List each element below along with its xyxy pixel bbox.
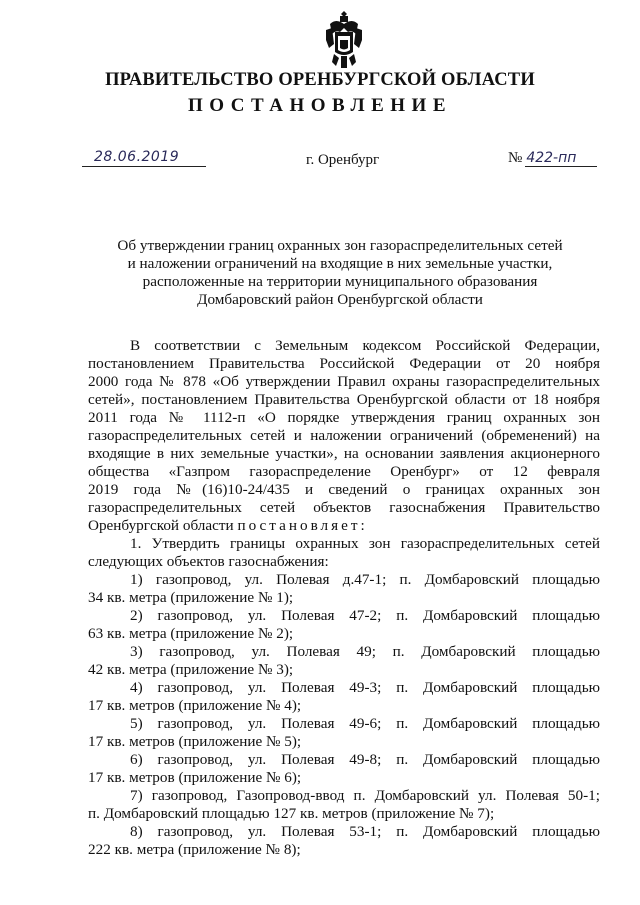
preamble-line: 2019 года №(16)10-24/435 и сведений о границах охранных зон xyxy=(88,481,600,498)
preamble-line: постановлением Правительства Российской Федерации от 20 ноября xyxy=(88,355,600,372)
list-item-first: 6) газопровод, ул. Полевая 49-8; п. Домбаровский площадью xyxy=(130,751,600,768)
preamble-line: В соответствии с Земельным кодексом Российской Федерации, xyxy=(130,337,600,354)
list-item-first: 7) газопровод, Газопровод-ввод п. Домбаровский ул. Полевая 50-1; xyxy=(130,787,600,804)
list-item-second: 42 кв. метра (приложение № 3); xyxy=(88,661,294,678)
document-number xyxy=(508,150,576,167)
title-line: расположенные на территории муниципального образования xyxy=(142,273,538,290)
list-item-second: 222 кв. метра (приложение № 8); xyxy=(88,841,301,858)
title-line: Об утверждении границ охранных зон газораспределительных сетей xyxy=(117,237,563,254)
document-body xyxy=(88,337,600,859)
number-value: 422-пп xyxy=(526,150,577,166)
list-item-second: 63 кв. метра (приложение № 2); xyxy=(88,625,294,642)
number-underline xyxy=(525,166,597,167)
document-type: ПОСТАНОВЛЕНИЕ xyxy=(187,95,453,116)
preamble-line: газораспределительных сетей и наложении ограничений (обременений) на xyxy=(88,427,600,444)
point-1-line: следующих объектов газоснабжения: xyxy=(88,553,329,570)
coat-of-arms-icon xyxy=(326,10,362,70)
list-item-first: 8) газопровод, ул. Полевая 53-1; п. Домбаровский площадью xyxy=(130,823,600,840)
document-city: г. Оренбург xyxy=(306,152,380,168)
list-item-first: 5) газопровод, ул. Полевая 49-6; п. Домбаровский площадью xyxy=(130,715,600,732)
preamble-line: 2000 года № 878 «Об утверждении Правил охраны газораспределительных xyxy=(88,373,600,390)
list-item-second: 17 кв. метров (приложение № 4); xyxy=(88,697,302,714)
title-line: Домбаровский район Оренбургской области xyxy=(197,291,483,308)
preamble-line: входящие в них земельные участки», на основании заявления акционерного xyxy=(88,445,600,462)
date-underline xyxy=(82,166,206,167)
list-item-second: п. Домбаровский площадью 127 кв. метров (приложение № 7); xyxy=(88,805,495,822)
number-label: № xyxy=(508,150,523,166)
preamble-line: 2011 года № 1112-п «О порядке утверждения границ охранных зон xyxy=(88,409,600,426)
document-date: 28.06.2019 xyxy=(94,149,180,165)
list-item-second: 17 кв. метров (приложение № 6); xyxy=(88,769,302,786)
list-item-first: 3) газопровод, ул. Полевая 49; п. Домбаровский площадью xyxy=(130,643,600,660)
list-item-second: 34 кв. метра (приложение № 1); xyxy=(88,589,294,606)
government-name: ПРАВИТЕЛЬСТВО ОРЕНБУРГСКОЙ ОБЛАСТИ xyxy=(105,70,535,90)
preamble-line: сетей», постановлением Правительства Оренбургской области от 18 ноября xyxy=(88,391,600,408)
preamble-last-line xyxy=(88,517,600,535)
list-item-first: 4) газопровод, ул. Полевая 49-3; п. Домбаровский площадью xyxy=(130,679,600,696)
title-line: и наложении ограничений на входящие в них земельные участки, xyxy=(127,255,553,272)
list-item-first: 1) газопровод, ул. Полевая д.47-1; п. Домбаровский площадью xyxy=(130,571,600,588)
document-title xyxy=(0,237,640,309)
preamble-line: общества «Газпром газораспределение Оренбург» от 12 февраля xyxy=(88,463,600,480)
preamble-last-text: Оренбургской области xyxy=(88,517,234,534)
list-item-first: 2) газопровод, ул. Полевая 47-2; п. Домбаровский площадью xyxy=(130,607,600,624)
preamble-line: газораспределительных сетей объектов газоснабжения Правительство xyxy=(88,499,600,516)
resolves-word: постановляет: xyxy=(237,517,368,534)
list-item-second: 17 кв. метров (приложение № 5); xyxy=(88,733,302,750)
point-1-line: 1. Утвердить границы охранных зон газораспределительных сетей xyxy=(130,535,600,552)
